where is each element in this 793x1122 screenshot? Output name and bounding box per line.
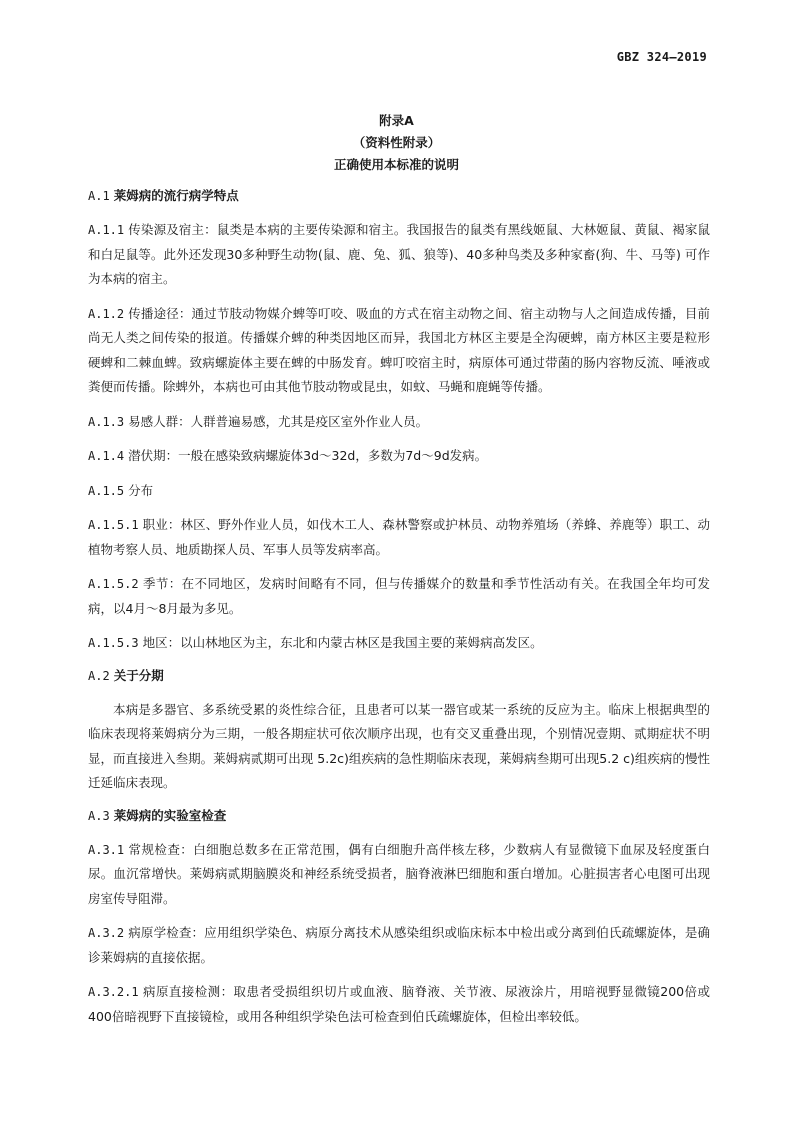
clause-number: A.3.2.1 xyxy=(88,985,139,999)
clause-text: 季节：在不同地区，发病时间略有不同，但与传播媒介的数量和季节性活动有关。在我国全年均可发病，以4月～8月最为多见。 xyxy=(88,576,710,616)
clause-number: A.1.4 xyxy=(88,449,125,463)
clause-paragraph xyxy=(88,921,710,970)
clause-paragraph xyxy=(88,572,710,621)
section-heading xyxy=(88,666,710,686)
clause-paragraph xyxy=(88,479,710,504)
clause-number: A.1.3 xyxy=(88,414,125,429)
appendix-label: 附录A xyxy=(379,113,414,128)
clause-text: 本病是多器官、多系统受累的炎性综合征，且患者可以某一器官或某一系统的反应为主。临床上根据典型的临床表现将莱姆病分为三期，一般各期症状可依次顺序出现，也有交叉重叠出现，个别情况壹期、贰期症状不明显，而直接进入叁期。莱姆病贰期可出现 5.2c)组疾病的急性期临床表现，莱姆病叁期可出现5.2 c)组疾病的慢性迁延临床表现。 xyxy=(88,701,710,790)
clause-paragraph xyxy=(88,444,710,469)
clause-text: 常规检查：白细胞总数多在正常范围，偶有白细胞升高伴核左移，少数病人有显微镜下血尿及轻度蛋白尿。血沉常增快。莱姆病贰期脑膜炎和神经系统受损者，脑脊液淋巴细胞和蛋白增加。心脏损害者心电图可出现房室传导阻滞。 xyxy=(88,841,710,906)
clause-number: A.2 xyxy=(88,668,110,683)
clause-number: A.1.5 xyxy=(88,483,125,498)
clause-paragraph xyxy=(88,980,710,1029)
clause-paragraph xyxy=(88,838,710,912)
section-heading xyxy=(88,186,710,206)
section-heading xyxy=(88,806,710,826)
clause-text: 易感人群：人群普遍易感，尤其是疫区室外作业人员。 xyxy=(128,413,429,429)
clause-number: A.3.1 xyxy=(88,842,125,857)
clause-paragraph xyxy=(88,410,710,435)
clause-number: A.1.5.1 xyxy=(88,518,139,532)
appendix-nature: （资料性附录） xyxy=(352,135,441,150)
appendix-titles xyxy=(0,110,793,176)
clause-number: A.1.5.3 xyxy=(88,636,139,650)
clause-number: A.3 xyxy=(88,808,110,823)
paragraph xyxy=(88,698,710,796)
clause-paragraph xyxy=(88,513,710,562)
clause-text: 职业：林区、野外作业人员，如伐木工人、森林警察或护林员、动物养殖场（养蜂、养鹿等）职工、动植物考察人员、地质勘探人员、军事人员等发病率高。 xyxy=(88,517,710,557)
clause-text: 莱姆病的实验室检查 xyxy=(113,807,227,823)
clause-text: 传染源及宿主：鼠类是本病的主要传染源和宿主。我国报告的鼠类有黑线姬鼠、大林姬鼠、黄鼠、褐家鼠和白足鼠等。此外还发现30多种野生动物(鼠、鹿、兔、狐、狼等)、40多种鸟类及多种家畜(狗、牛、马等) 可作为本病的宿主。 xyxy=(88,222,710,286)
clause-number: A.3.2 xyxy=(88,926,125,940)
clause-text: 关于分期 xyxy=(113,667,164,683)
clause-text: 病原直接检测：取患者受损组织切片或血液、脑脊液、关节液、尿液涂片，用暗视野显微镜200倍或400倍暗视野下直接镜检，或用各种组织学染色法可检查到伯氏疏螺旋体，但检出率较低。 xyxy=(88,984,710,1024)
clause-text: 莱姆病的流行病学特点 xyxy=(113,188,239,203)
clause-text: 地区：以山林地区为主，东北和内蒙古林区是我国主要的莱姆病高发区。 xyxy=(142,635,543,650)
standard-number: GBZ 324—2019 xyxy=(616,50,707,64)
clause-text: 病原学检查：应用组织学染色、病原分离技术从感染组织或临床标本中检出或分离到伯氏疏螺旋体，是确诊莱姆病的直接依据。 xyxy=(88,925,710,965)
clause-paragraph xyxy=(88,631,710,656)
clause-number: A.1.5.2 xyxy=(88,577,139,591)
clause-paragraph xyxy=(88,218,710,292)
clause-text: 分布 xyxy=(128,482,154,498)
clause-text: 传播途径：通过节肢动物媒介蜱等叮咬、吸血的方式在宿主动物之间、宿主动物与人之间造成传播，目前尚无人类之间传染的报道。传播媒介蜱的种类因地区而异，我国北方林区主要是全沟硬蜱，南方林区主要是粒形硬蜱和二棘血蜱。致病螺旋体主要在蜱的中肠发育。蜱叮咬宿主时，病原体可通过带菌的肠内容物反流、唾液或粪便而传播。除蜱外，本病也可由其他节肢动物或昆虫，如蚊、马蝇和鹿蝇等传播。 xyxy=(88,305,710,394)
document-body xyxy=(88,186,710,1039)
clause-number: A.1 xyxy=(88,189,110,203)
appendix-title: 正确使用本标准的说明 xyxy=(333,157,459,172)
clause-number: A.1.2 xyxy=(88,306,125,321)
clause-paragraph xyxy=(88,302,710,400)
clause-text: 潜伏期：一般在感染致病螺旋体3d～32d，多数为7d～9d发病。 xyxy=(128,448,488,463)
clause-number: A.1.1 xyxy=(88,223,125,237)
